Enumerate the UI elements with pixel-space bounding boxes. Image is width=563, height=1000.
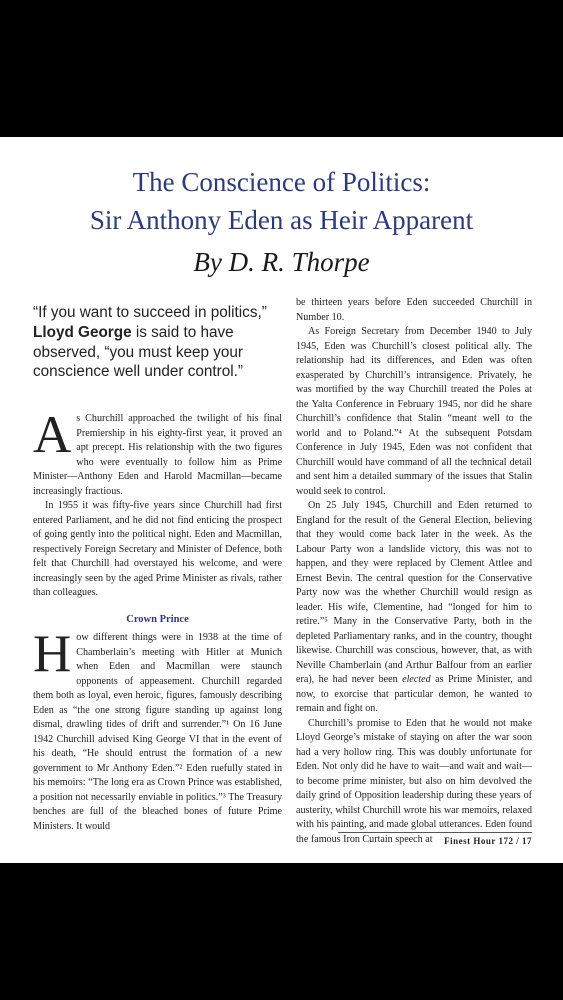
section-subhead: Crown Prince (126, 613, 189, 625)
article-byline: By D. R. Thorpe (193, 247, 370, 277)
pull-quote-part2: is said to have observed, “you must keep your conscience well under control.” (33, 323, 244, 381)
paragraph (33, 625, 282, 834)
pull-quote (33, 303, 283, 382)
paragraph: Churchill’s promise to Eden that he would not make Lloyd George’s mistake of staying on after the war soon had a very hollow ring. This was doubly unfortunate for Eden. Not only did he have to wait—and wait and wait—to become prime minister, but also on him devolved the daily grind of Opposition leadership during these years of austerity, whilst Churchill wrote his war memoirs, relaxed with his painting, and made global utterances. Eden found the famous Iron Curtain speech at (296, 717, 532, 845)
article-title-line2: Sir Anthony Eden as Heir Apparent (89, 205, 474, 235)
paragraph-text: s Churchill approached the twilight of his final Premiership in his eighty-first year, it proved an apt precept. His relationship with the two figures who were eventually to follow him as Prime Minister—Anthony Eden and Harold Macmillan—became increasingly fractious. (33, 413, 282, 497)
page-folio: Finest Hour 172 / 17 (444, 836, 532, 846)
emphasis-text: elected (402, 674, 431, 685)
paragraph: be thirteen years before Eden succeeded Churchill in Number 10. (296, 297, 532, 323)
paragraph: As Foreign Secretary from December 1940 to July 1945, Eden was Churchill’s closest political ally. The relationship had its differences, and Eden was often exasperated by Churchill’s intransigence. Privately, he was mortified by the way Churchill treated the Poles at the Yalta Conference in February 1945, nor did he share Churchill’s confidence that Stalin “meant well to the world and to Poland.”⁴ At the subsequent Potsdam Conference in July 1945, Eden was not confident that Churchill would have command of all the technical detail and sent him a detailed summary of the issues that Stalin would seek to control. (296, 326, 532, 497)
paragraph-text: as Prime Minister, and now, to exorcise that particular demon, he wanted to remain and fight on. (296, 674, 532, 714)
paragraph-text: On 25 July 1945, Churchill and Eden returned to England for the result of the General Election, believing that they would come back later in the week. As the Labour Party won a landslide victory, this was not to happen, and they were replaced by Clement Attlee and Ernest Bevin. The central question for the Conservative Party now was the whether Churchill would resign as leader. His wife, Clementine, had “longed for him to retire.”⁵ Many in the Conservative Party, both in the depleted Parliamentary ranks, and in the country, thought likewise. Churchill was conscious, however, that, as with Neville Chamberlain (and Arthur Balfour from an earlier era), he had never been (296, 500, 532, 685)
right-column (296, 296, 532, 847)
page-footer (338, 832, 532, 846)
paragraph-text: ow different things were in 1938 at the time of Chamberlain’s meeting with Hitler at Munich when Eden and Macmillan were staunch opponents of appeasement. Churchill regarded them both as loyal, even heroic, figures, famously describing Eden as “the one strong figure standing up against long dismal, drawling tides of drift and surrender.”¹ On 16 June 1942 Churchill advised King George VI that in the event of his death, “He should entrust the formation of a new government to Mr Anthony Eden.”² Eden ruefully stated in his memoirs: “The long era as Crown Prince was established, a position not necessarily enviable in politics.”³ The Treasury benches are full of the bleached bones of future Prime Ministers. It would (33, 632, 282, 832)
pull-quote-name: Lloyd George (33, 323, 132, 341)
paragraph (296, 499, 532, 717)
paragraph: In 1955 it was fifty-five years since Churchill had first entered Parliament, and he did not find enticing the prospect of going gently into the political night. Eden and Macmillan, respectively Foreign Secretary and Minister of Defence, both felt that Churchill had overstayed his welcome, and were increasingly seen by the aged Prime Minister as rivals, rather than colleagues. (33, 500, 282, 598)
left-column (33, 406, 282, 834)
magazine-page (0, 137, 563, 863)
drop-cap: H (33, 625, 72, 683)
drop-cap: A (33, 406, 72, 464)
paragraph (33, 406, 282, 499)
pull-quote-part1: “If you want to succeed in politics,” (33, 304, 267, 321)
article-title-line1: The Conscience of Politics: (132, 167, 431, 197)
